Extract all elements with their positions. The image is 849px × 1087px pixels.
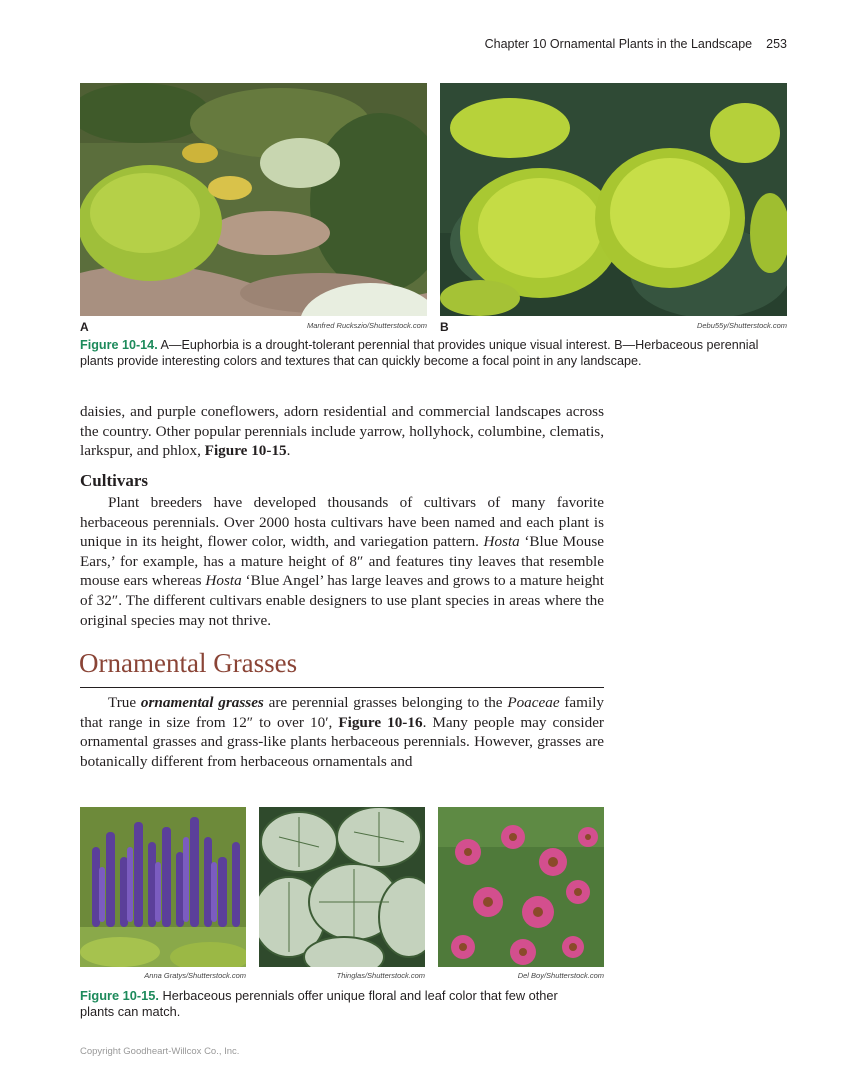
figure-10-15-caption: [80, 988, 590, 1020]
photo-credit-brunnera: Thinglas/Shutterstock.com: [336, 971, 425, 980]
cultivars-heading: Cultivars: [80, 471, 148, 490]
figure-10-15-number: Figure 10-15.: [80, 988, 159, 1003]
paragraph-cultivars: [80, 493, 604, 630]
photo-credit-b: Debu55y/Shutterstock.com: [696, 321, 787, 330]
figure-10-14-caption-text: A—Euphorbia is a drought-tolerant perennial that provides unique visual interest. B—Herbaceous perennial plants provide interesting colors and textures that can quickly become a focal point in any landscape.: [80, 338, 759, 368]
figure-10-15-brunnera-photo: [259, 807, 425, 967]
paragraph-perennials: [80, 402, 604, 461]
paragraph-1-end: .: [286, 442, 291, 460]
grasses-text-3: family that range in size from 12″ to over 10′,: [80, 694, 605, 731]
figure-10-15-caption-text: Herbaceous perennials offer unique floral and leaf color that few other plants can match.: [80, 988, 558, 1019]
section-divider: [80, 687, 604, 688]
figure-10-15-salvia-photo: [80, 807, 246, 967]
paragraph-ornamental-grasses: [80, 693, 604, 771]
hosta-genus-1: Hosta: [483, 533, 520, 551]
panel-b-label: B: [440, 320, 449, 334]
cultivars-text-1: Plant breeders have developed thousands of cultivars of many favorite herbaceous perennials. Over 2000 hosta cultivars have been named and each plant is unique in its height, flower color, width, and variegation pattern.: [80, 494, 604, 551]
cultivars-text-3: ‘Blue Angel’ has large leaves and grows to a mature height of 32″. The different cultivars enable designers to use plant species in areas where the original species may not thrive.: [80, 572, 604, 629]
grasses-text-1: True: [108, 694, 141, 711]
chapter-title: Chapter 10 Ornamental Plants in the Landscape: [484, 37, 753, 51]
figure-10-14-caption: [80, 337, 786, 369]
figure-10-15-reference[interactable]: Figure 10-15: [204, 442, 287, 460]
copyright-notice: Copyright Goodheart-Willcox Co., Inc.: [80, 1046, 240, 1057]
figure-10-16-reference[interactable]: Figure 10-16: [338, 713, 423, 731]
figure-10-14a-photo: [80, 83, 427, 316]
ornamental-grasses-heading: Ornamental Grasses: [79, 648, 298, 678]
running-head: [485, 37, 787, 51]
key-term-ornamental-grasses: ornamental grasses: [140, 694, 264, 711]
figure-10-14-number: Figure 10-14.: [80, 338, 158, 352]
hosta-genus-2: Hosta: [205, 572, 242, 590]
photo-credit-a: Manfred Ruckszio/Shutterstock.com: [306, 321, 427, 330]
poaceae-family: Poaceae: [507, 694, 560, 711]
grasses-text-2: are perennial grasses belonging to the: [263, 694, 508, 711]
cultivars-text-2: ‘Blue Mouse Ears,’ for example, has a mature height of 8″ and features tiny leaves that resemble mouse ears whereas: [80, 533, 604, 590]
photo-credit-coneflower: Del Boy/Shutterstock.com: [517, 971, 604, 980]
figure-10-15-coneflower-photo: [438, 807, 604, 967]
figure-10-14b-photo: [440, 83, 787, 316]
page-number: 253: [766, 37, 787, 51]
photo-credit-salvia: Anna Gratys/Shutterstock.com: [144, 971, 246, 980]
panel-a-label: A: [80, 320, 89, 334]
grasses-text-4: . Many people may consider ornamental grasses and grass-like plants herbaceous perennials. However, grasses are botanically different from herbaceous ornamentals and: [80, 713, 604, 770]
paragraph-1-text: daisies, and purple coneflowers, adorn residential and commercial landscapes across the country. Other popular perennials include yarrow, hollyhock, columbine, clematis, larkspur, and phlox,: [80, 403, 604, 460]
